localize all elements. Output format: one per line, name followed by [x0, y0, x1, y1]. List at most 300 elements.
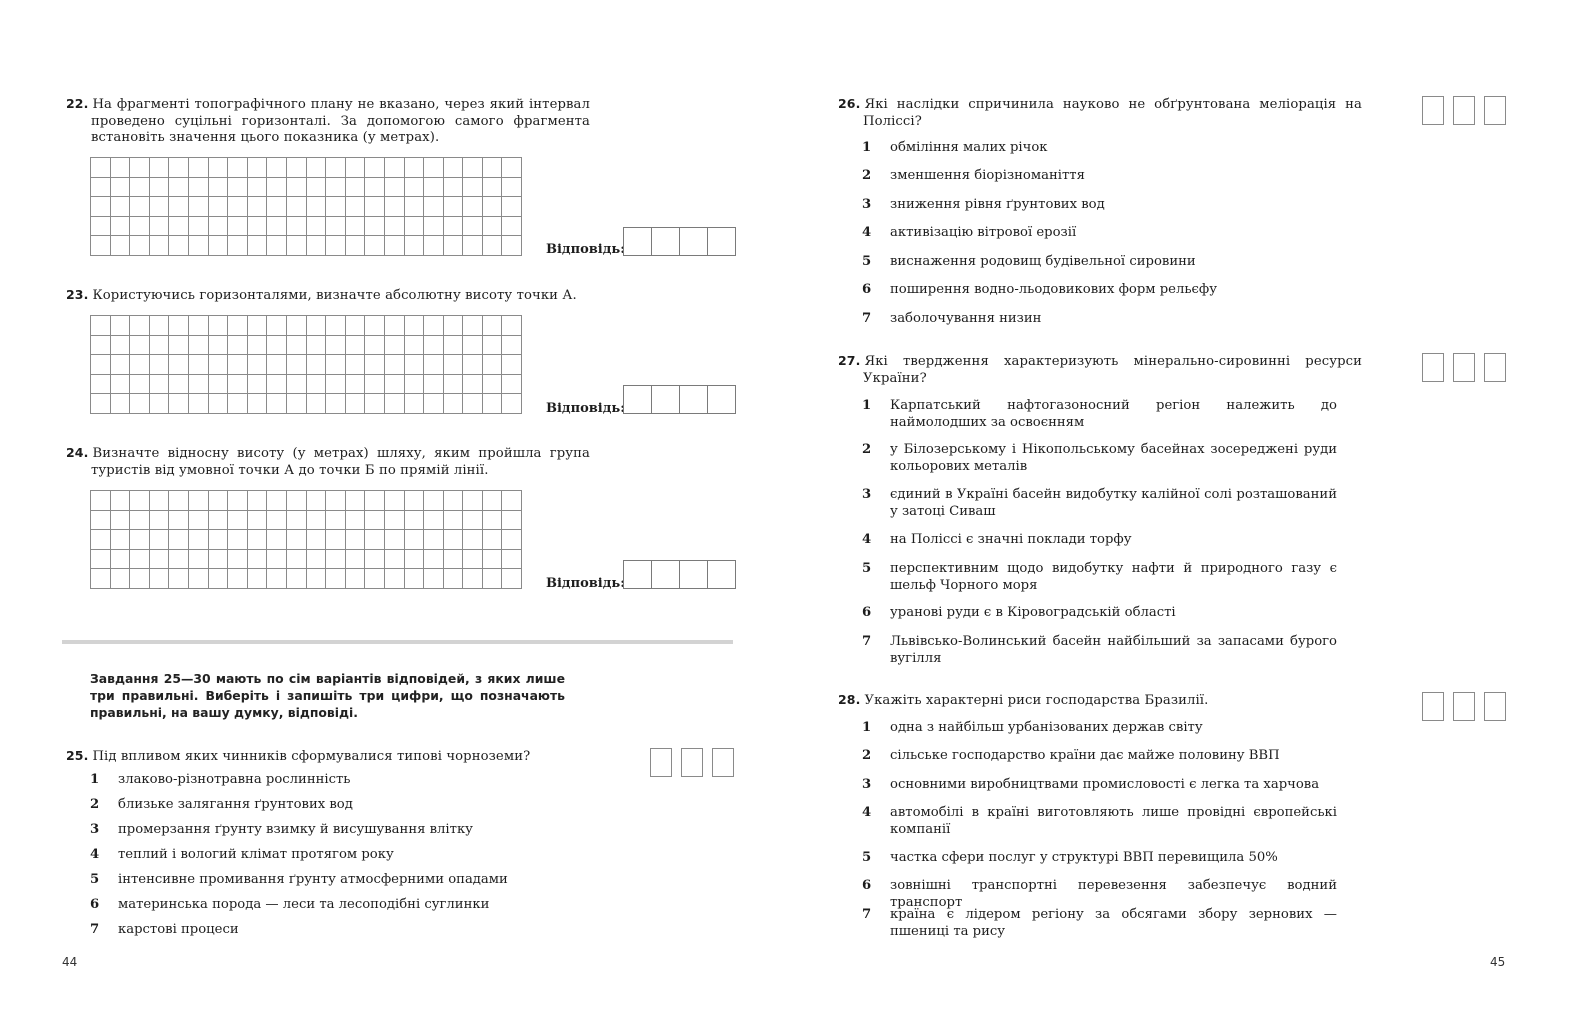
grid-cell[interactable]	[482, 177, 502, 197]
grid-cell[interactable]	[424, 236, 444, 256]
grid-cell[interactable]	[110, 530, 130, 550]
grid-cell[interactable]	[91, 374, 110, 394]
grid-cell[interactable]	[91, 197, 110, 217]
grid-cell[interactable]	[247, 569, 267, 589]
grid-cell[interactable]	[188, 569, 208, 589]
grid-cell[interactable]	[188, 177, 208, 197]
grid-cell[interactable]	[247, 335, 267, 355]
grid-cell[interactable]	[188, 335, 208, 355]
grid-cell[interactable]	[228, 236, 248, 256]
grid-cell[interactable]	[110, 394, 130, 414]
grid-cell[interactable]	[424, 197, 444, 217]
grid-cell[interactable]	[247, 316, 267, 335]
grid-cell[interactable]	[149, 374, 169, 394]
answer-boxes-28[interactable]	[1422, 692, 1506, 721]
grid-cell[interactable]	[384, 316, 404, 335]
grid-cell[interactable]	[188, 197, 208, 217]
grid-cell[interactable]	[326, 197, 346, 217]
grid-cell[interactable]	[169, 355, 189, 375]
grid-cell[interactable]	[424, 216, 444, 236]
grid-cell[interactable]	[365, 355, 385, 375]
grid-cell[interactable]	[110, 216, 130, 236]
grid-cell[interactable]	[365, 197, 385, 217]
grid-cell[interactable]	[463, 216, 483, 236]
grid-cell[interactable]	[463, 374, 483, 394]
grid-cell[interactable]	[345, 394, 365, 414]
grid-cell[interactable]	[149, 394, 169, 414]
grid-cell[interactable]	[208, 335, 228, 355]
grid-cell[interactable]	[91, 216, 110, 236]
grid-cell[interactable]	[286, 335, 306, 355]
grid-cell[interactable]	[149, 510, 169, 530]
grid-cell[interactable]	[404, 549, 424, 569]
grid-cell[interactable]	[384, 569, 404, 589]
grid-cell[interactable]	[91, 510, 110, 530]
grid-cell[interactable]	[267, 216, 287, 236]
grid-cell[interactable]	[286, 569, 306, 589]
grid-cell[interactable]	[286, 236, 306, 256]
grid-cell[interactable]	[424, 569, 444, 589]
grid-cell[interactable]	[247, 510, 267, 530]
grid-cell[interactable]	[267, 335, 287, 355]
grid-cell[interactable]	[404, 177, 424, 197]
grid-cell[interactable]	[247, 158, 267, 177]
grid-cell[interactable]	[482, 569, 502, 589]
grid-cell[interactable]	[91, 491, 110, 510]
grid-cell[interactable]	[365, 335, 385, 355]
grid-cell[interactable]	[482, 158, 502, 177]
grid-cell[interactable]	[365, 177, 385, 197]
grid-cell[interactable]	[169, 177, 189, 197]
grid-cell[interactable]	[345, 335, 365, 355]
grid-cell[interactable]	[384, 374, 404, 394]
grid-cell[interactable]	[130, 158, 150, 177]
grid-cell[interactable]	[404, 316, 424, 335]
grid-cell[interactable]	[130, 197, 150, 217]
grid-cell[interactable]	[247, 491, 267, 510]
grid-cell[interactable]	[306, 355, 326, 375]
grid-cell[interactable]	[130, 491, 150, 510]
grid-cell[interactable]	[149, 316, 169, 335]
grid-cell[interactable]	[110, 236, 130, 256]
grid-cell[interactable]	[424, 510, 444, 530]
grid-cell[interactable]	[247, 236, 267, 256]
grid-cell[interactable]	[463, 335, 483, 355]
grid-cell[interactable]	[345, 491, 365, 510]
grid-cell[interactable]	[267, 491, 287, 510]
grid-cell[interactable]	[502, 510, 522, 530]
grid-cell[interactable]	[228, 177, 248, 197]
grid-cell[interactable]	[404, 530, 424, 550]
grid-cell[interactable]	[91, 530, 110, 550]
grid-cell[interactable]	[188, 316, 208, 335]
grid-cell[interactable]	[110, 374, 130, 394]
grid-cell[interactable]	[384, 335, 404, 355]
grid-cell[interactable]	[188, 491, 208, 510]
grid-cell[interactable]	[345, 158, 365, 177]
grid-cell[interactable]	[326, 335, 346, 355]
grid-cell[interactable]	[463, 177, 483, 197]
grid-cell[interactable]	[463, 569, 483, 589]
grid-cell[interactable]	[228, 216, 248, 236]
grid-cell[interactable]	[208, 530, 228, 550]
grid-cell[interactable]	[267, 236, 287, 256]
grid-cell[interactable]	[286, 510, 306, 530]
grid-cell[interactable]	[91, 158, 110, 177]
grid-cell[interactable]	[169, 216, 189, 236]
grid-cell[interactable]	[149, 491, 169, 510]
grid-cell[interactable]	[443, 394, 463, 414]
grid-cell[interactable]	[91, 236, 110, 256]
grid-cell[interactable]	[502, 335, 522, 355]
grid-cell[interactable]	[482, 216, 502, 236]
grid-cell[interactable]	[384, 549, 404, 569]
grid-cell[interactable]	[306, 216, 326, 236]
grid-cell[interactable]	[267, 374, 287, 394]
grid-cell[interactable]	[404, 335, 424, 355]
grid-cell[interactable]	[502, 549, 522, 569]
answer-box-24[interactable]	[623, 560, 736, 589]
grid-cell[interactable]	[365, 549, 385, 569]
grid-cell[interactable]	[306, 530, 326, 550]
draft-grid-22[interactable]	[90, 157, 522, 256]
grid-cell[interactable]	[326, 569, 346, 589]
grid-cell[interactable]	[365, 394, 385, 414]
grid-cell[interactable]	[443, 236, 463, 256]
grid-cell[interactable]	[228, 549, 248, 569]
grid-cell[interactable]	[286, 549, 306, 569]
answer-boxes-26[interactable]	[1422, 96, 1506, 125]
grid-cell[interactable]	[188, 216, 208, 236]
grid-cell[interactable]	[502, 569, 522, 589]
draft-grid-23[interactable]	[90, 315, 522, 414]
grid-cell[interactable]	[286, 197, 306, 217]
grid-cell[interactable]	[286, 491, 306, 510]
grid-cell[interactable]	[130, 374, 150, 394]
grid-cell[interactable]	[267, 549, 287, 569]
grid-cell[interactable]	[267, 158, 287, 177]
grid-cell[interactable]	[286, 530, 306, 550]
draft-grid-24[interactable]	[90, 490, 522, 589]
grid-cell[interactable]	[286, 216, 306, 236]
grid-cell[interactable]	[110, 158, 130, 177]
grid-cell[interactable]	[404, 374, 424, 394]
grid-cell[interactable]	[228, 335, 248, 355]
grid-cell[interactable]	[365, 216, 385, 236]
grid-cell[interactable]	[424, 316, 444, 335]
grid-cell[interactable]	[443, 216, 463, 236]
grid-cell[interactable]	[247, 530, 267, 550]
grid-cell[interactable]	[384, 530, 404, 550]
grid-cell[interactable]	[404, 197, 424, 217]
grid-cell[interactable]	[443, 569, 463, 589]
grid-cell[interactable]	[169, 316, 189, 335]
grid-cell[interactable]	[502, 316, 522, 335]
grid-cell[interactable]	[306, 316, 326, 335]
grid-cell[interactable]	[228, 569, 248, 589]
grid-cell[interactable]	[149, 216, 169, 236]
grid-cell[interactable]	[169, 374, 189, 394]
grid-cell[interactable]	[404, 491, 424, 510]
grid-cell[interactable]	[208, 374, 228, 394]
grid-cell[interactable]	[188, 394, 208, 414]
grid-cell[interactable]	[326, 177, 346, 197]
grid-cell[interactable]	[149, 197, 169, 217]
grid-cell[interactable]	[247, 355, 267, 375]
grid-cell[interactable]	[345, 374, 365, 394]
grid-cell[interactable]	[169, 197, 189, 217]
grid-cell[interactable]	[306, 549, 326, 569]
grid-cell[interactable]	[463, 236, 483, 256]
grid-cell[interactable]	[188, 374, 208, 394]
grid-cell[interactable]	[404, 216, 424, 236]
grid-cell[interactable]	[208, 158, 228, 177]
grid-cell[interactable]	[326, 549, 346, 569]
grid-cell[interactable]	[345, 216, 365, 236]
grid-cell[interactable]	[463, 197, 483, 217]
grid-cell[interactable]	[326, 374, 346, 394]
grid-cell[interactable]	[443, 374, 463, 394]
grid-cell[interactable]	[463, 530, 483, 550]
grid-cell[interactable]	[306, 177, 326, 197]
grid-cell[interactable]	[247, 216, 267, 236]
answer-boxes-25[interactable]	[650, 748, 734, 777]
grid-cell[interactable]	[345, 355, 365, 375]
grid-cell[interactable]	[267, 316, 287, 335]
grid-cell[interactable]	[228, 374, 248, 394]
grid-cell[interactable]	[365, 510, 385, 530]
grid-cell[interactable]	[208, 177, 228, 197]
grid-cell[interactable]	[110, 335, 130, 355]
grid-cell[interactable]	[443, 197, 463, 217]
grid-cell[interactable]	[130, 394, 150, 414]
grid-cell[interactable]	[110, 510, 130, 530]
grid-cell[interactable]	[443, 510, 463, 530]
grid-cell[interactable]	[169, 158, 189, 177]
grid-cell[interactable]	[110, 316, 130, 335]
grid-cell[interactable]	[384, 355, 404, 375]
grid-cell[interactable]	[502, 158, 522, 177]
grid-cell[interactable]	[365, 158, 385, 177]
grid-cell[interactable]	[208, 549, 228, 569]
grid-cell[interactable]	[130, 236, 150, 256]
grid-cell[interactable]	[365, 530, 385, 550]
grid-cell[interactable]	[188, 549, 208, 569]
grid-cell[interactable]	[365, 491, 385, 510]
grid-cell[interactable]	[345, 530, 365, 550]
grid-cell[interactable]	[91, 316, 110, 335]
grid-cell[interactable]	[130, 530, 150, 550]
grid-cell[interactable]	[110, 549, 130, 569]
answer-box-23[interactable]	[623, 385, 736, 414]
grid-cell[interactable]	[482, 549, 502, 569]
grid-cell[interactable]	[326, 158, 346, 177]
grid-cell[interactable]	[384, 216, 404, 236]
grid-cell[interactable]	[502, 355, 522, 375]
grid-cell[interactable]	[404, 394, 424, 414]
grid-cell[interactable]	[267, 197, 287, 217]
grid-cell[interactable]	[443, 158, 463, 177]
grid-cell[interactable]	[502, 177, 522, 197]
grid-cell[interactable]	[247, 549, 267, 569]
grid-cell[interactable]	[326, 491, 346, 510]
grid-cell[interactable]	[404, 236, 424, 256]
grid-cell[interactable]	[384, 510, 404, 530]
grid-cell[interactable]	[424, 355, 444, 375]
grid-cell[interactable]	[169, 335, 189, 355]
grid-cell[interactable]	[208, 569, 228, 589]
grid-cell[interactable]	[482, 394, 502, 414]
grid-cell[interactable]	[326, 530, 346, 550]
grid-cell[interactable]	[502, 394, 522, 414]
grid-cell[interactable]	[247, 197, 267, 217]
grid-cell[interactable]	[482, 530, 502, 550]
grid-cell[interactable]	[384, 491, 404, 510]
grid-cell[interactable]	[424, 394, 444, 414]
grid-cell[interactable]	[267, 355, 287, 375]
grid-cell[interactable]	[149, 177, 169, 197]
grid-cell[interactable]	[306, 394, 326, 414]
grid-cell[interactable]	[365, 569, 385, 589]
grid-cell[interactable]	[91, 569, 110, 589]
grid-cell[interactable]	[345, 569, 365, 589]
grid-cell[interactable]	[326, 236, 346, 256]
grid-cell[interactable]	[306, 197, 326, 217]
grid-cell[interactable]	[169, 549, 189, 569]
grid-cell[interactable]	[228, 158, 248, 177]
grid-cell[interactable]	[247, 394, 267, 414]
answer-box-22[interactable]	[623, 227, 736, 256]
grid-cell[interactable]	[208, 216, 228, 236]
grid-cell[interactable]	[149, 549, 169, 569]
grid-cell[interactable]	[326, 216, 346, 236]
grid-cell[interactable]	[130, 510, 150, 530]
answer-boxes-27[interactable]	[1422, 353, 1506, 382]
grid-cell[interactable]	[91, 335, 110, 355]
grid-cell[interactable]	[130, 316, 150, 335]
grid-cell[interactable]	[188, 510, 208, 530]
grid-cell[interactable]	[443, 549, 463, 569]
grid-cell[interactable]	[169, 236, 189, 256]
grid-cell[interactable]	[228, 510, 248, 530]
grid-cell[interactable]	[188, 236, 208, 256]
grid-cell[interactable]	[443, 491, 463, 510]
grid-cell[interactable]	[482, 316, 502, 335]
grid-cell[interactable]	[306, 569, 326, 589]
grid-cell[interactable]	[286, 158, 306, 177]
grid-cell[interactable]	[149, 530, 169, 550]
grid-cell[interactable]	[228, 197, 248, 217]
grid-cell[interactable]	[286, 316, 306, 335]
grid-cell[interactable]	[424, 335, 444, 355]
grid-cell[interactable]	[208, 197, 228, 217]
grid-cell[interactable]	[91, 177, 110, 197]
grid-cell[interactable]	[482, 335, 502, 355]
grid-cell[interactable]	[208, 491, 228, 510]
grid-cell[interactable]	[365, 316, 385, 335]
grid-cell[interactable]	[384, 197, 404, 217]
grid-cell[interactable]	[482, 197, 502, 217]
grid-cell[interactable]	[345, 236, 365, 256]
grid-cell[interactable]	[306, 374, 326, 394]
grid-cell[interactable]	[502, 197, 522, 217]
grid-cell[interactable]	[463, 549, 483, 569]
grid-cell[interactable]	[247, 177, 267, 197]
grid-cell[interactable]	[326, 355, 346, 375]
grid-cell[interactable]	[384, 158, 404, 177]
grid-cell[interactable]	[463, 158, 483, 177]
grid-cell[interactable]	[404, 355, 424, 375]
grid-cell[interactable]	[306, 335, 326, 355]
grid-cell[interactable]	[267, 569, 287, 589]
grid-cell[interactable]	[502, 491, 522, 510]
grid-cell[interactable]	[404, 510, 424, 530]
grid-cell[interactable]	[130, 177, 150, 197]
grid-cell[interactable]	[345, 177, 365, 197]
grid-cell[interactable]	[110, 569, 130, 589]
grid-cell[interactable]	[463, 491, 483, 510]
grid-cell[interactable]	[130, 335, 150, 355]
grid-cell[interactable]	[110, 197, 130, 217]
grid-cell[interactable]	[443, 530, 463, 550]
grid-cell[interactable]	[404, 569, 424, 589]
grid-cell[interactable]	[130, 216, 150, 236]
grid-cell[interactable]	[345, 510, 365, 530]
grid-cell[interactable]	[463, 316, 483, 335]
grid-cell[interactable]	[130, 355, 150, 375]
grid-cell[interactable]	[463, 394, 483, 414]
grid-cell[interactable]	[424, 530, 444, 550]
grid-cell[interactable]	[169, 394, 189, 414]
grid-cell[interactable]	[91, 355, 110, 375]
grid-cell[interactable]	[110, 491, 130, 510]
grid-cell[interactable]	[502, 236, 522, 256]
grid-cell[interactable]	[208, 355, 228, 375]
grid-cell[interactable]	[345, 549, 365, 569]
grid-cell[interactable]	[267, 394, 287, 414]
grid-cell[interactable]	[482, 510, 502, 530]
grid-cell[interactable]	[443, 316, 463, 335]
grid-cell[interactable]	[208, 510, 228, 530]
grid-cell[interactable]	[208, 236, 228, 256]
grid-cell[interactable]	[286, 394, 306, 414]
grid-cell[interactable]	[306, 158, 326, 177]
grid-cell[interactable]	[91, 549, 110, 569]
grid-cell[interactable]	[267, 177, 287, 197]
grid-cell[interactable]	[424, 549, 444, 569]
grid-cell[interactable]	[110, 355, 130, 375]
grid-cell[interactable]	[208, 394, 228, 414]
grid-cell[interactable]	[365, 236, 385, 256]
grid-cell[interactable]	[443, 177, 463, 197]
grid-cell[interactable]	[345, 197, 365, 217]
grid-cell[interactable]	[502, 374, 522, 394]
grid-cell[interactable]	[169, 510, 189, 530]
grid-cell[interactable]	[424, 491, 444, 510]
grid-cell[interactable]	[482, 374, 502, 394]
grid-cell[interactable]	[228, 530, 248, 550]
grid-cell[interactable]	[149, 158, 169, 177]
grid-cell[interactable]	[326, 316, 346, 335]
grid-cell[interactable]	[188, 530, 208, 550]
grid-cell[interactable]	[482, 355, 502, 375]
grid-cell[interactable]	[149, 569, 169, 589]
grid-cell[interactable]	[130, 549, 150, 569]
grid-cell[interactable]	[286, 374, 306, 394]
grid-cell[interactable]	[326, 394, 346, 414]
grid-cell[interactable]	[424, 158, 444, 177]
grid-cell[interactable]	[228, 316, 248, 335]
